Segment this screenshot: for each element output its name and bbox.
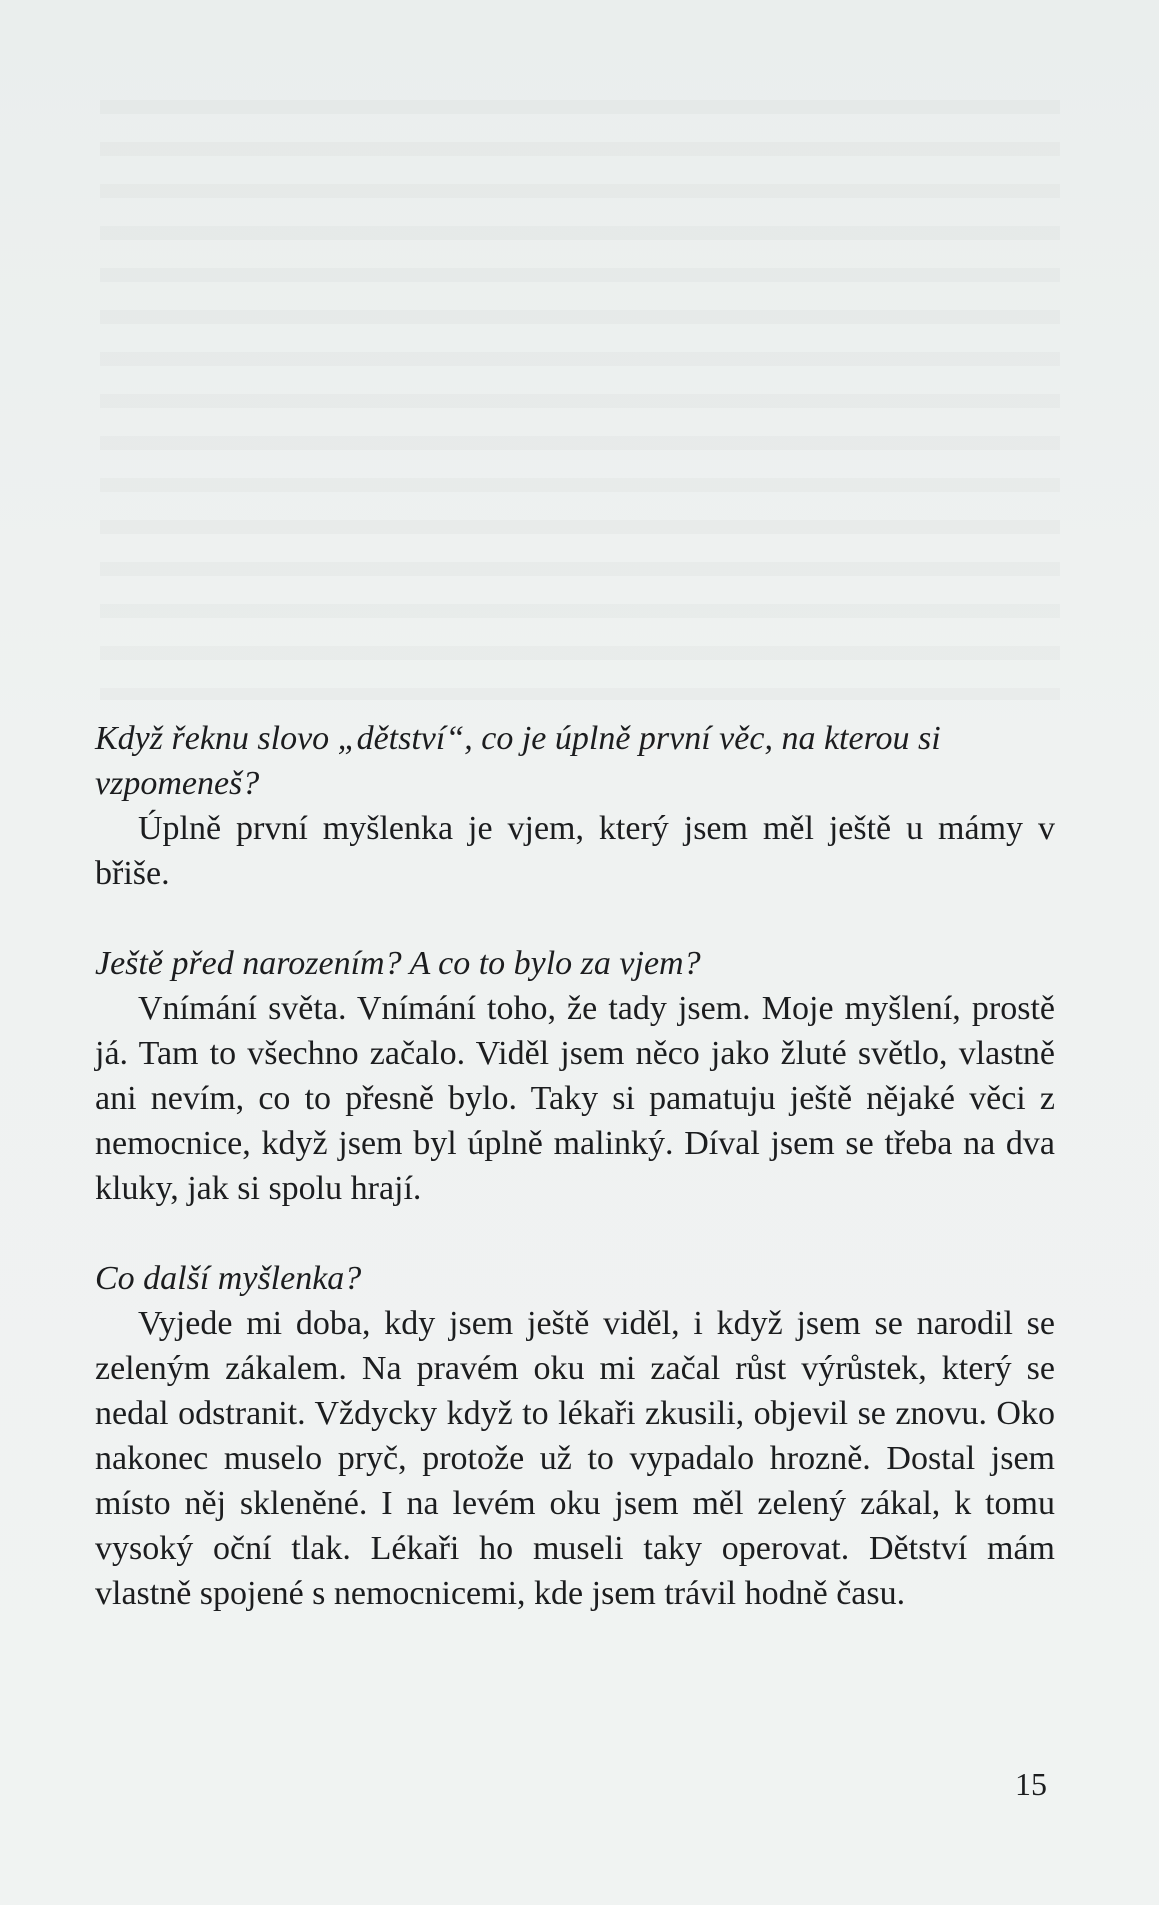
- bleed-through-texture: [100, 100, 1060, 700]
- answer-text: Úplně první myšlenka je vjem, který jsem měl ještě u mámy v břiše.: [95, 810, 1055, 892]
- answer-text: Vyjede mi doba, kdy jsem ještě viděl, i když jsem se narodil se zeleným zákalem. Na pravém oku mi začal růst výrůstek, který se nedal odstranit. Vždycky když to lékaři zkusili, objevil se znovu. Oko nakonec muselo pryč, protože už to vypadalo hrozně. Dostal jsem místo něj skleněné. I na levém oku jsem měl zelený zákal, k tomu vysoký oční tlak. Lékaři ho museli taky operovat. Dětství mám vlastně spojené s nemocnicemi, kde jsem trávil hodně času.: [95, 1305, 1055, 1612]
- paragraph-gap: [95, 1211, 1055, 1256]
- page-number: 15: [1015, 1766, 1047, 1802]
- question-text: Ještě před narozením? A co to bylo za vjem?: [95, 945, 701, 982]
- question-text: Co další myšlenka?: [95, 1260, 362, 1297]
- answer-text: Vnímání světa. Vnímání toho, že tady jsem. Moje myšlení, prostě já. Tam to všechno začalo. Viděl jsem něco jako žluté světlo, vlastně ani nevím, co to přesně bylo. Taky si pamatuju ještě nějaké věci z nemocnice, když jsem byl úplně malinký. Díval jsem se třeba na dva kluky, jak si spolu hrají.: [95, 990, 1055, 1207]
- interview-text: [95, 716, 1055, 1616]
- question-text: Když řeknu slovo „dětství“, co je úplně první věc, na kterou si vzpomeneš?: [95, 720, 941, 802]
- paragraph-gap: [95, 896, 1055, 941]
